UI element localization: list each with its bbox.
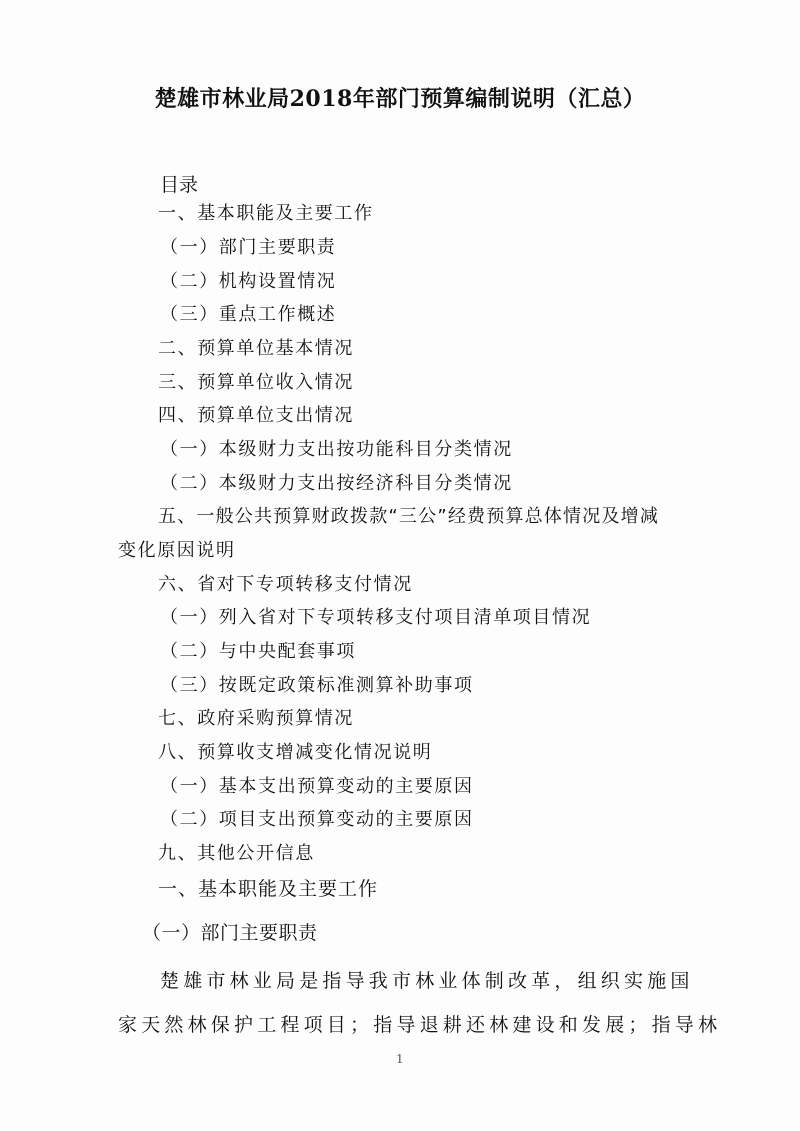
toc-item: 六、省对下专项转移支付情况 bbox=[158, 574, 413, 595]
toc-heading: 目录 bbox=[160, 174, 199, 196]
toc-item: （二）本级财力支出按经济科目分类情况 bbox=[160, 473, 513, 494]
body-paragraph-line: 家天然林保护工程项目；指导退耕还林建设和发展；指导林 bbox=[118, 1014, 722, 1036]
toc-item: 二、预算单位基本情况 bbox=[158, 338, 354, 359]
document-title: 楚雄市林业局2018年部门预算编制说明（汇总） bbox=[154, 86, 646, 112]
toc-item: （二）机构设置情况 bbox=[160, 271, 337, 292]
sub-heading: （一）部门主要职责 bbox=[142, 922, 318, 944]
toc-item: 三、预算单位收入情况 bbox=[158, 372, 354, 393]
toc-item: 七、政府采购预算情况 bbox=[158, 708, 354, 729]
section-heading: 一、基本职能及主要工作 bbox=[158, 878, 379, 900]
toc-item: 一、基本职能及主要工作 bbox=[158, 203, 374, 224]
toc-item: （一）基本支出预算变动的主要原因 bbox=[160, 776, 474, 797]
toc-item: （三）重点工作概述 bbox=[160, 304, 337, 325]
toc-item: （二）项目支出预算变动的主要原因 bbox=[160, 809, 474, 830]
toc-item: 八、预算收支增减变化情况说明 bbox=[158, 742, 433, 763]
toc-item: （一）部门主要职责 bbox=[160, 237, 337, 258]
toc-item: 四、预算单位支出情况 bbox=[158, 405, 354, 426]
toc-item: （一）列入省对下专项转移支付项目清单项目情况 bbox=[160, 607, 592, 628]
toc-item: （三）按既定政策标准测算补助事项 bbox=[160, 675, 474, 696]
page-number: 1 bbox=[396, 1052, 404, 1066]
toc-item: 九、其他公开信息 bbox=[158, 843, 315, 864]
toc-item: （一）本级财力支出按功能科目分类情况 bbox=[160, 439, 513, 460]
toc-item: （二）与中央配套事项 bbox=[160, 641, 356, 662]
toc-item-continuation: 变化原因说明 bbox=[118, 540, 236, 561]
body-paragraph-line: 楚雄市林业局是指导我市林业体制改革，组织实施国 bbox=[160, 970, 694, 992]
toc-item: 五、一般公共预算财政拨款“三公”经费预算总体情况及增减 bbox=[158, 506, 660, 527]
